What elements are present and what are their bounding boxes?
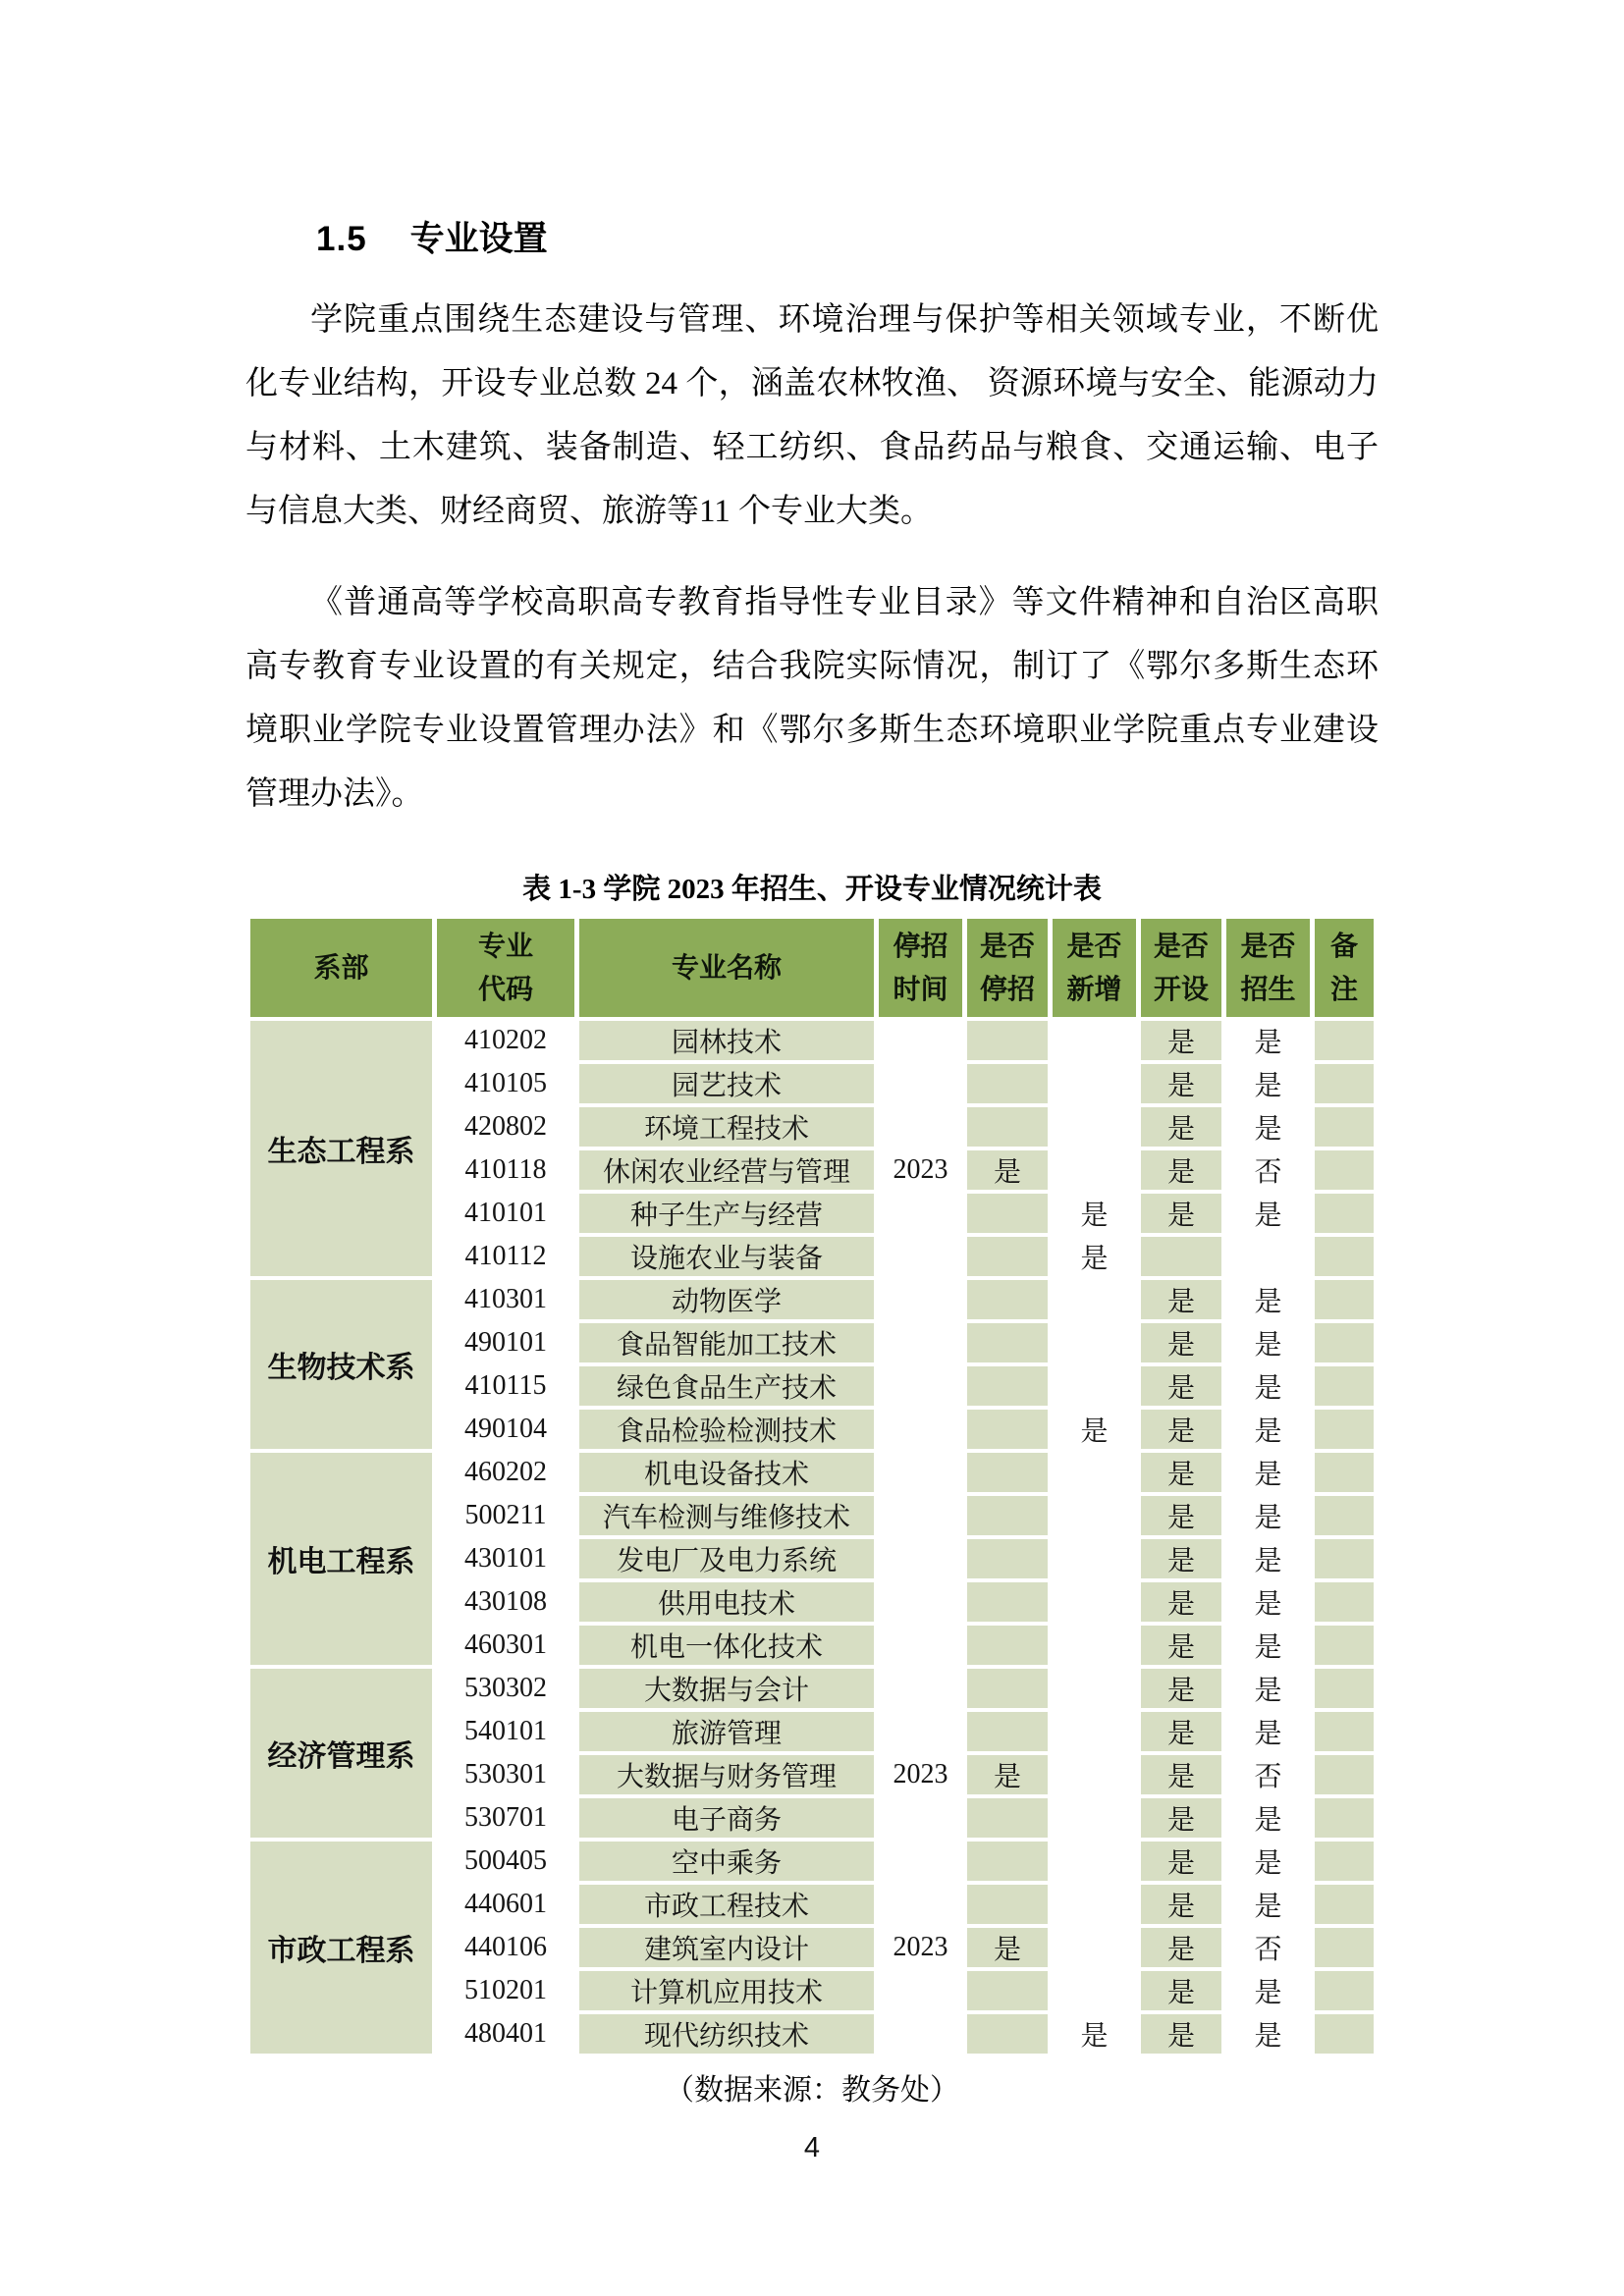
table-header [250,919,1374,1017]
cell-offered: 是 [1141,1453,1221,1492]
cell-offered: 是 [1141,1626,1221,1665]
cell-note [1315,1150,1374,1190]
cell-dept: 经济管理系 [250,1669,432,1838]
cell-dept: 生态工程系 [250,1021,432,1276]
section-heading [245,214,1379,265]
cell-added [1053,1323,1136,1362]
cell-dept: 机电工程系 [250,1453,432,1665]
cell-note [1315,1237,1374,1276]
cell-name: 动物医学 [579,1280,874,1319]
cell-added [1053,1280,1136,1319]
cell-added [1053,1755,1136,1794]
cell-name: 种子生产与经营 [579,1194,874,1233]
cell-stop [967,1194,1048,1233]
cell-stop_time [879,1712,962,1751]
section-number: 1.5 [316,220,367,258]
cell-name: 大数据与会计 [579,1669,874,1708]
cell-code: 530302 [437,1669,574,1708]
cell-stop [967,1885,1048,1924]
table-caption: 表 1-3 学院 2023 年招生、开设专业情况统计表 [522,874,1102,905]
cell-name: 休闲农业经营与管理 [579,1150,874,1190]
cell-added [1053,1366,1136,1406]
cell-note [1315,1539,1374,1578]
cell-name: 市政工程技术 [579,1885,874,1924]
cell-name: 园艺技术 [579,1064,874,1103]
cell-enroll: 否 [1226,1150,1310,1190]
cell-code: 490104 [437,1410,574,1449]
cell-added [1053,1453,1136,1492]
column-header-stop_time: 停招 时间 [879,919,962,1017]
cell-name: 电子商务 [579,1798,874,1838]
section-title: 专业设置 [409,220,548,258]
cell-enroll: 否 [1226,1928,1310,1967]
cell-code: 440106 [437,1928,574,1967]
cell-added [1053,1626,1136,1665]
cell-offered: 是 [1141,2014,1221,2054]
cell-added [1053,1539,1136,1578]
cell-enroll: 是 [1226,1885,1310,1924]
cell-offered: 是 [1141,1323,1221,1362]
body-paragraph-2: 《普通高等学校高职高专教育指导性专业目录》等文件精神和自治区高职高专教育专业设置的有关规定，结合我院实际情况，制订了《鄂尔多斯生态环境职业学院专业设置管理办法》和《鄂尔多斯生态环境职业学院重点专业建设管理办法》。 [245,585,1379,812]
cell-code: 420802 [437,1107,574,1147]
cell-note [1315,2014,1374,2054]
cell-code: 410301 [437,1280,574,1319]
cell-stop [967,1496,1048,1535]
cell-offered: 是 [1141,1928,1221,1967]
body-paragraph-1: 学院重点围绕生态建设与管理、环境治理与保护等相关领域专业，不断优化专业结构，开设专业总数 24 个，涵盖农林牧渔、 资源环境与安全、能源动力与材料、土木建筑、装备制造、轻工纺织、食品药品与粮食、交通运输、电子与信息大类、财经商贸、旅游等11 个专业大类。 [245,302,1379,529]
cell-code: 410118 [437,1150,574,1190]
cell-stop_time [879,1496,962,1535]
cell-stop [967,1712,1048,1751]
cell-added [1053,1885,1136,1924]
cell-stop_time [879,1626,962,1665]
cell-offered: 是 [1141,1107,1221,1147]
cell-stop [967,1539,1048,1578]
cell-note [1315,1842,1374,1881]
cell-stop_time [879,1410,962,1449]
cell-enroll: 是 [1226,1453,1310,1492]
table-row [250,1280,1374,1319]
cell-note [1315,1885,1374,1924]
cell-code: 500405 [437,1842,574,1881]
cell-stop: 是 [967,1755,1048,1794]
cell-offered: 是 [1141,1496,1221,1535]
cell-enroll: 是 [1226,1107,1310,1147]
cell-stop_time: 2023 [879,1928,962,1967]
cell-stop [967,1021,1048,1060]
cell-note [1315,1971,1374,2010]
cell-name: 建筑室内设计 [579,1928,874,1967]
cell-name: 汽车检测与维修技术 [579,1496,874,1535]
cell-code: 410105 [437,1064,574,1103]
cell-code: 460301 [437,1626,574,1665]
cell-added [1053,1107,1136,1147]
cell-code: 510201 [437,1971,574,2010]
cell-code: 490101 [437,1323,574,1362]
cell-note [1315,1021,1374,1060]
cell-note [1315,1626,1374,1665]
cell-enroll: 是 [1226,1582,1310,1622]
cell-name: 大数据与财务管理 [579,1755,874,1794]
cell-code: 430101 [437,1539,574,1578]
cell-enroll: 是 [1226,1539,1310,1578]
cell-stop_time [879,2014,962,2054]
cell-offered: 是 [1141,1885,1221,1924]
cell-stop [967,1842,1048,1881]
cell-stop_time: 2023 [879,1150,962,1190]
table-row [250,1669,1374,1708]
cell-enroll: 是 [1226,1712,1310,1751]
cell-offered [1141,1237,1221,1276]
cell-stop_time [879,1971,962,2010]
cell-code: 410115 [437,1366,574,1406]
cell-stop [967,1410,1048,1449]
cell-code: 530301 [437,1755,574,1794]
cell-offered: 是 [1141,1366,1221,1406]
cell-stop_time [879,1842,962,1881]
page-number: 4 [803,2132,821,2163]
cell-stop_time [879,1582,962,1622]
cell-note [1315,1366,1374,1406]
cell-enroll: 是 [1226,1366,1310,1406]
cell-stop [967,1323,1048,1362]
cell-note [1315,1582,1374,1622]
cell-offered: 是 [1141,1064,1221,1103]
cell-code: 480401 [437,2014,574,2054]
cell-stop_time [879,1021,962,1060]
cell-name: 设施农业与装备 [579,1237,874,1276]
cell-enroll: 否 [1226,1755,1310,1794]
cell-name: 绿色食品生产技术 [579,1366,874,1406]
cell-offered: 是 [1141,1669,1221,1708]
table-row [250,1453,1374,1492]
cell-offered: 是 [1141,1194,1221,1233]
cell-name: 发电厂及电力系统 [579,1539,874,1578]
cell-offered: 是 [1141,1150,1221,1190]
cell-stop_time [879,1453,962,1492]
cell-enroll: 是 [1226,1323,1310,1362]
cell-enroll: 是 [1226,1626,1310,1665]
cell-code: 410101 [437,1194,574,1233]
cell-dept: 生物技术系 [250,1280,432,1449]
cell-name: 机电一体化技术 [579,1626,874,1665]
cell-code: 500211 [437,1496,574,1535]
cell-offered: 是 [1141,1842,1221,1881]
cell-stop_time [879,1280,962,1319]
cell-enroll: 是 [1226,1064,1310,1103]
cell-stop [967,1626,1048,1665]
cell-name: 供用电技术 [579,1582,874,1622]
cell-stop [967,1971,1048,2010]
cell-name: 环境工程技术 [579,1107,874,1147]
cell-stop_time [879,1323,962,1362]
cell-stop_time: 2023 [879,1755,962,1794]
cell-added: 是 [1053,1410,1136,1449]
header-row [250,919,1374,1017]
cell-added: 是 [1053,1194,1136,1233]
cell-code: 430108 [437,1582,574,1622]
column-header-name: 专业名称 [579,919,874,1017]
column-header-enroll: 是否 招生 [1226,919,1310,1017]
cell-enroll: 是 [1226,1971,1310,2010]
cell-added [1053,1150,1136,1190]
cell-enroll: 是 [1226,1496,1310,1535]
cell-stop [967,1453,1048,1492]
cell-offered: 是 [1141,1539,1221,1578]
cell-note [1315,1064,1374,1103]
cell-note [1315,1928,1374,1967]
cell-dept: 市政工程系 [250,1842,432,2054]
cell-code: 410112 [437,1237,574,1276]
cell-name: 旅游管理 [579,1712,874,1751]
cell-stop [967,1582,1048,1622]
cell-added [1053,1064,1136,1103]
cell-note [1315,1280,1374,1319]
cell-name: 食品检验检测技术 [579,1410,874,1449]
cell-name: 园林技术 [579,1021,874,1060]
cell-stop_time [879,1237,962,1276]
cell-added: 是 [1053,1237,1136,1276]
column-header-stop: 是否 停招 [967,919,1048,1017]
cell-added [1053,1971,1136,2010]
cell-name: 空中乘务 [579,1842,874,1881]
cell-stop [967,1107,1048,1147]
cell-note [1315,1107,1374,1147]
cell-added: 是 [1053,2014,1136,2054]
table-row [250,1842,1374,1881]
cell-code: 410202 [437,1021,574,1060]
cell-stop_time [879,1064,962,1103]
cell-note [1315,1712,1374,1751]
majors-statistics-table [245,915,1379,2057]
cell-stop: 是 [967,1928,1048,1967]
cell-stop_time [879,1669,962,1708]
cell-enroll: 是 [1226,1798,1310,1838]
cell-stop [967,2014,1048,2054]
cell-offered: 是 [1141,1798,1221,1838]
cell-added [1053,1669,1136,1708]
cell-stop [967,1237,1048,1276]
cell-added [1053,1021,1136,1060]
cell-code: 540101 [437,1712,574,1751]
column-header-offered: 是否 开设 [1141,919,1221,1017]
cell-offered: 是 [1141,1712,1221,1751]
cell-stop_time [879,1885,962,1924]
cell-note [1315,1194,1374,1233]
cell-added [1053,1798,1136,1838]
cell-code: 460202 [437,1453,574,1492]
cell-stop_time [879,1798,962,1838]
cell-offered: 是 [1141,1755,1221,1794]
data-source-note: （数据来源：教务处） [665,2074,959,2107]
column-header-note: 备 注 [1315,919,1374,1017]
cell-added [1053,1712,1136,1751]
column-header-added: 是否 新增 [1053,919,1136,1017]
cell-stop: 是 [967,1150,1048,1190]
cell-offered: 是 [1141,1280,1221,1319]
cell-offered: 是 [1141,1582,1221,1622]
cell-stop_time [879,1194,962,1233]
cell-code: 530701 [437,1798,574,1838]
cell-note [1315,1323,1374,1362]
cell-added [1053,1842,1136,1881]
cell-enroll: 是 [1226,1021,1310,1060]
cell-enroll: 是 [1226,1410,1310,1449]
column-header-dept: 系部 [250,919,432,1017]
cell-stop_time [879,1539,962,1578]
cell-note [1315,1798,1374,1838]
cell-enroll: 是 [1226,1669,1310,1708]
cell-enroll: 是 [1226,1194,1310,1233]
cell-code: 440601 [437,1885,574,1924]
cell-stop [967,1798,1048,1838]
cell-stop_time [879,1107,962,1147]
cell-stop [967,1366,1048,1406]
cell-offered: 是 [1141,1410,1221,1449]
table-body [250,1021,1374,2054]
table-row [250,1021,1374,1060]
cell-note [1315,1755,1374,1794]
cell-enroll: 是 [1226,1842,1310,1881]
cell-name: 现代纺织技术 [579,2014,874,2054]
cell-enroll [1226,1237,1310,1276]
column-header-code: 专业 代码 [437,919,574,1017]
cell-stop_time [879,1366,962,1406]
cell-added [1053,1582,1136,1622]
cell-name: 食品智能加工技术 [579,1323,874,1362]
cell-note [1315,1496,1374,1535]
cell-stop [967,1669,1048,1708]
cell-offered: 是 [1141,1971,1221,2010]
cell-stop [967,1280,1048,1319]
cell-note [1315,1453,1374,1492]
cell-enroll: 是 [1226,1280,1310,1319]
cell-name: 机电设备技术 [579,1453,874,1492]
cell-offered: 是 [1141,1021,1221,1060]
cell-stop [967,1064,1048,1103]
cell-note [1315,1410,1374,1449]
cell-added [1053,1928,1136,1967]
cell-name: 计算机应用技术 [579,1971,874,2010]
cell-added [1053,1496,1136,1535]
cell-enroll: 是 [1226,2014,1310,2054]
cell-note [1315,1669,1374,1708]
